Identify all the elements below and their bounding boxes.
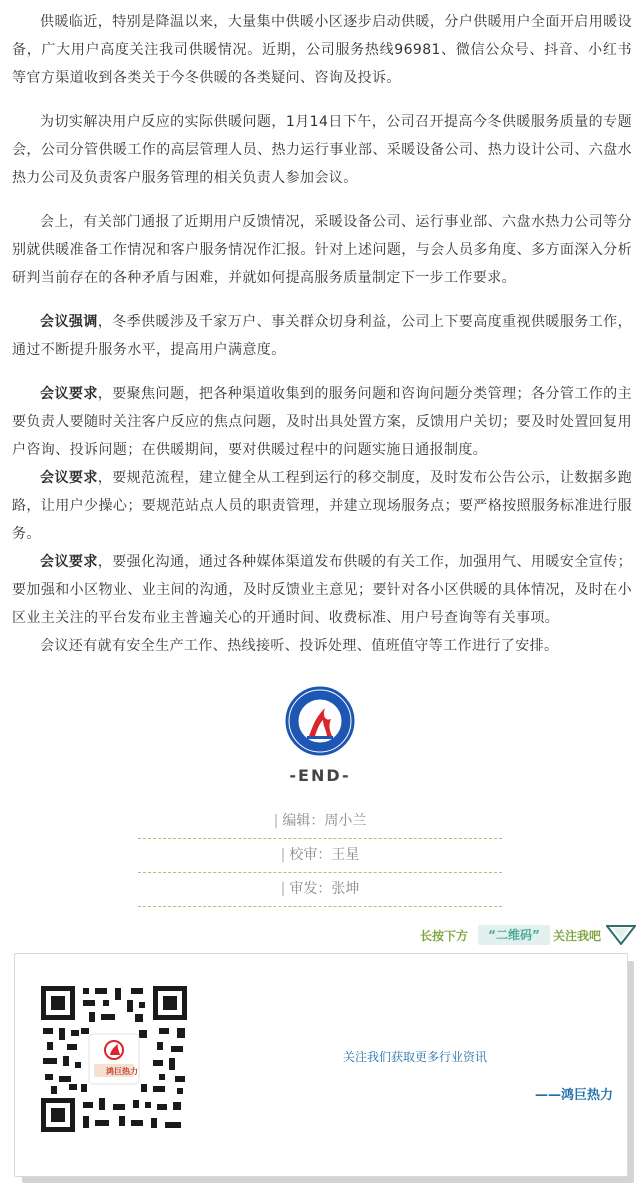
- approver-credit: [138, 874, 502, 907]
- divider-bar-icon: |: [280, 881, 286, 897]
- approver-text: 审发：张坤: [289, 881, 360, 897]
- paragraph-text: ，要规范流程，建立健全从工程到运行的移交制度，及时发布公告公示，让数据多跑路，让用户少操心；要规范站点人员的职责管理，并建立现场服务点；要严格按照服务标准进行服务。: [12, 470, 632, 542]
- editor-text: 编辑：周小兰: [282, 813, 367, 829]
- divider-bar-icon: |: [273, 813, 279, 829]
- paragraph-1: 供暖临近，特别是降温以来，大量集中供暖小区逐步启动供暖，分户供暖用户全面开启用暖设备，广大用户高度关注我司供暖情况。近期，公司服务热线96981、微信公众号、抖音、小红书等官方渠道收到各类关于今冬供暖的各类疑问、咨询及投诉。: [12, 14, 632, 86]
- reviewer-credit: [138, 840, 502, 873]
- company-logo: [285, 686, 355, 756]
- follow-prompt: [0, 925, 640, 947]
- qr-highlight-badge: “二维码”: [478, 925, 550, 945]
- emphasis-label: 会议要求: [40, 554, 98, 570]
- company-signature: ——鸿巨热力: [534, 1088, 613, 1103]
- paragraph-text: ，要聚焦问题，把各种渠道收集到的服务问题和咨询问题分类管理；各分管工作的主要负责人要随时关注客户反应的焦点问题，及时出具处置方案，反馈用户关切；要及时处置回复用户咨询、投诉问题；在供暖期间，要对供暖过程中的问题实施日通报制度。: [12, 386, 632, 458]
- paragraph-text: ，冬季供暖涉及千家万户、事关群众切身利益，公司上下要高度重视供暖服务工作，通过不断提升服务水平，提高用户满意度。: [12, 314, 632, 358]
- emphasis-label: 会议要求: [40, 470, 98, 486]
- follow-slogan: 关注我们获取更多行业资讯: [342, 1050, 487, 1064]
- paragraph-5: [12, 380, 632, 464]
- paragraph-7: [12, 548, 632, 632]
- emphasis-label: 会议强调: [40, 314, 98, 330]
- paragraph-3: 会上，有关部门通报了近期用户反馈情况，采暖设备公司、运行事业部、六盘水热力公司等分别就供暖准备工作情况和客户服务情况作汇报。针对上述问题，与会人员多角度、多方面深入分析研判当前存在的各种矛盾与困难，并就如何提高服务质量制定下一步工作要求。: [12, 214, 632, 286]
- article-body: [12, 8, 632, 660]
- paragraph-2: 为切实解决用户反应的实际供暖问题，1月14日下午，公司召开提高今冬供暖服务质量的专题会，公司分管供暖工作的高层管理人员、热力运行事业部、采暖设备公司、热力设计公司、六盘水热力公司及负责客户服务管理的相关负责人参加会议。: [12, 114, 632, 186]
- paragraph-text: ，要强化沟通，通过各种媒体渠道发布供暖的有关工作，加强用气、用暖安全宣传；要加强和小区物业、业主间的沟通，及时反馈业主意见；要针对各小区供暖的具体情况，及时在小区业主关注的平台发布业主普遍关心的开通时间、收费标准、用户号查询等有关事项。: [12, 554, 632, 626]
- flame-logo-icon: [285, 686, 355, 756]
- divider-bar-icon: |: [280, 847, 286, 863]
- follow-prefix: 长按下方: [420, 929, 469, 943]
- end-mark: -END-: [289, 766, 351, 785]
- paragraph-8: 会议还有就有安全生产工作、热线接听、投诉处理、值班值守等工作进行了安排。: [40, 638, 559, 654]
- qr-card: [14, 953, 628, 1177]
- follow-suffix: 关注我吧: [553, 929, 602, 943]
- emphasis-label: 会议要求: [40, 386, 98, 402]
- paragraph-4: [12, 308, 632, 364]
- paragraph-6: [12, 464, 632, 548]
- qr-center-label: 鸿巨热力: [106, 1067, 138, 1076]
- editor-credit: [138, 806, 502, 839]
- qr-code-icon[interactable]: [39, 984, 189, 1134]
- reviewer-text: 校审：王星: [289, 847, 360, 863]
- down-triangle-icon: [606, 925, 636, 945]
